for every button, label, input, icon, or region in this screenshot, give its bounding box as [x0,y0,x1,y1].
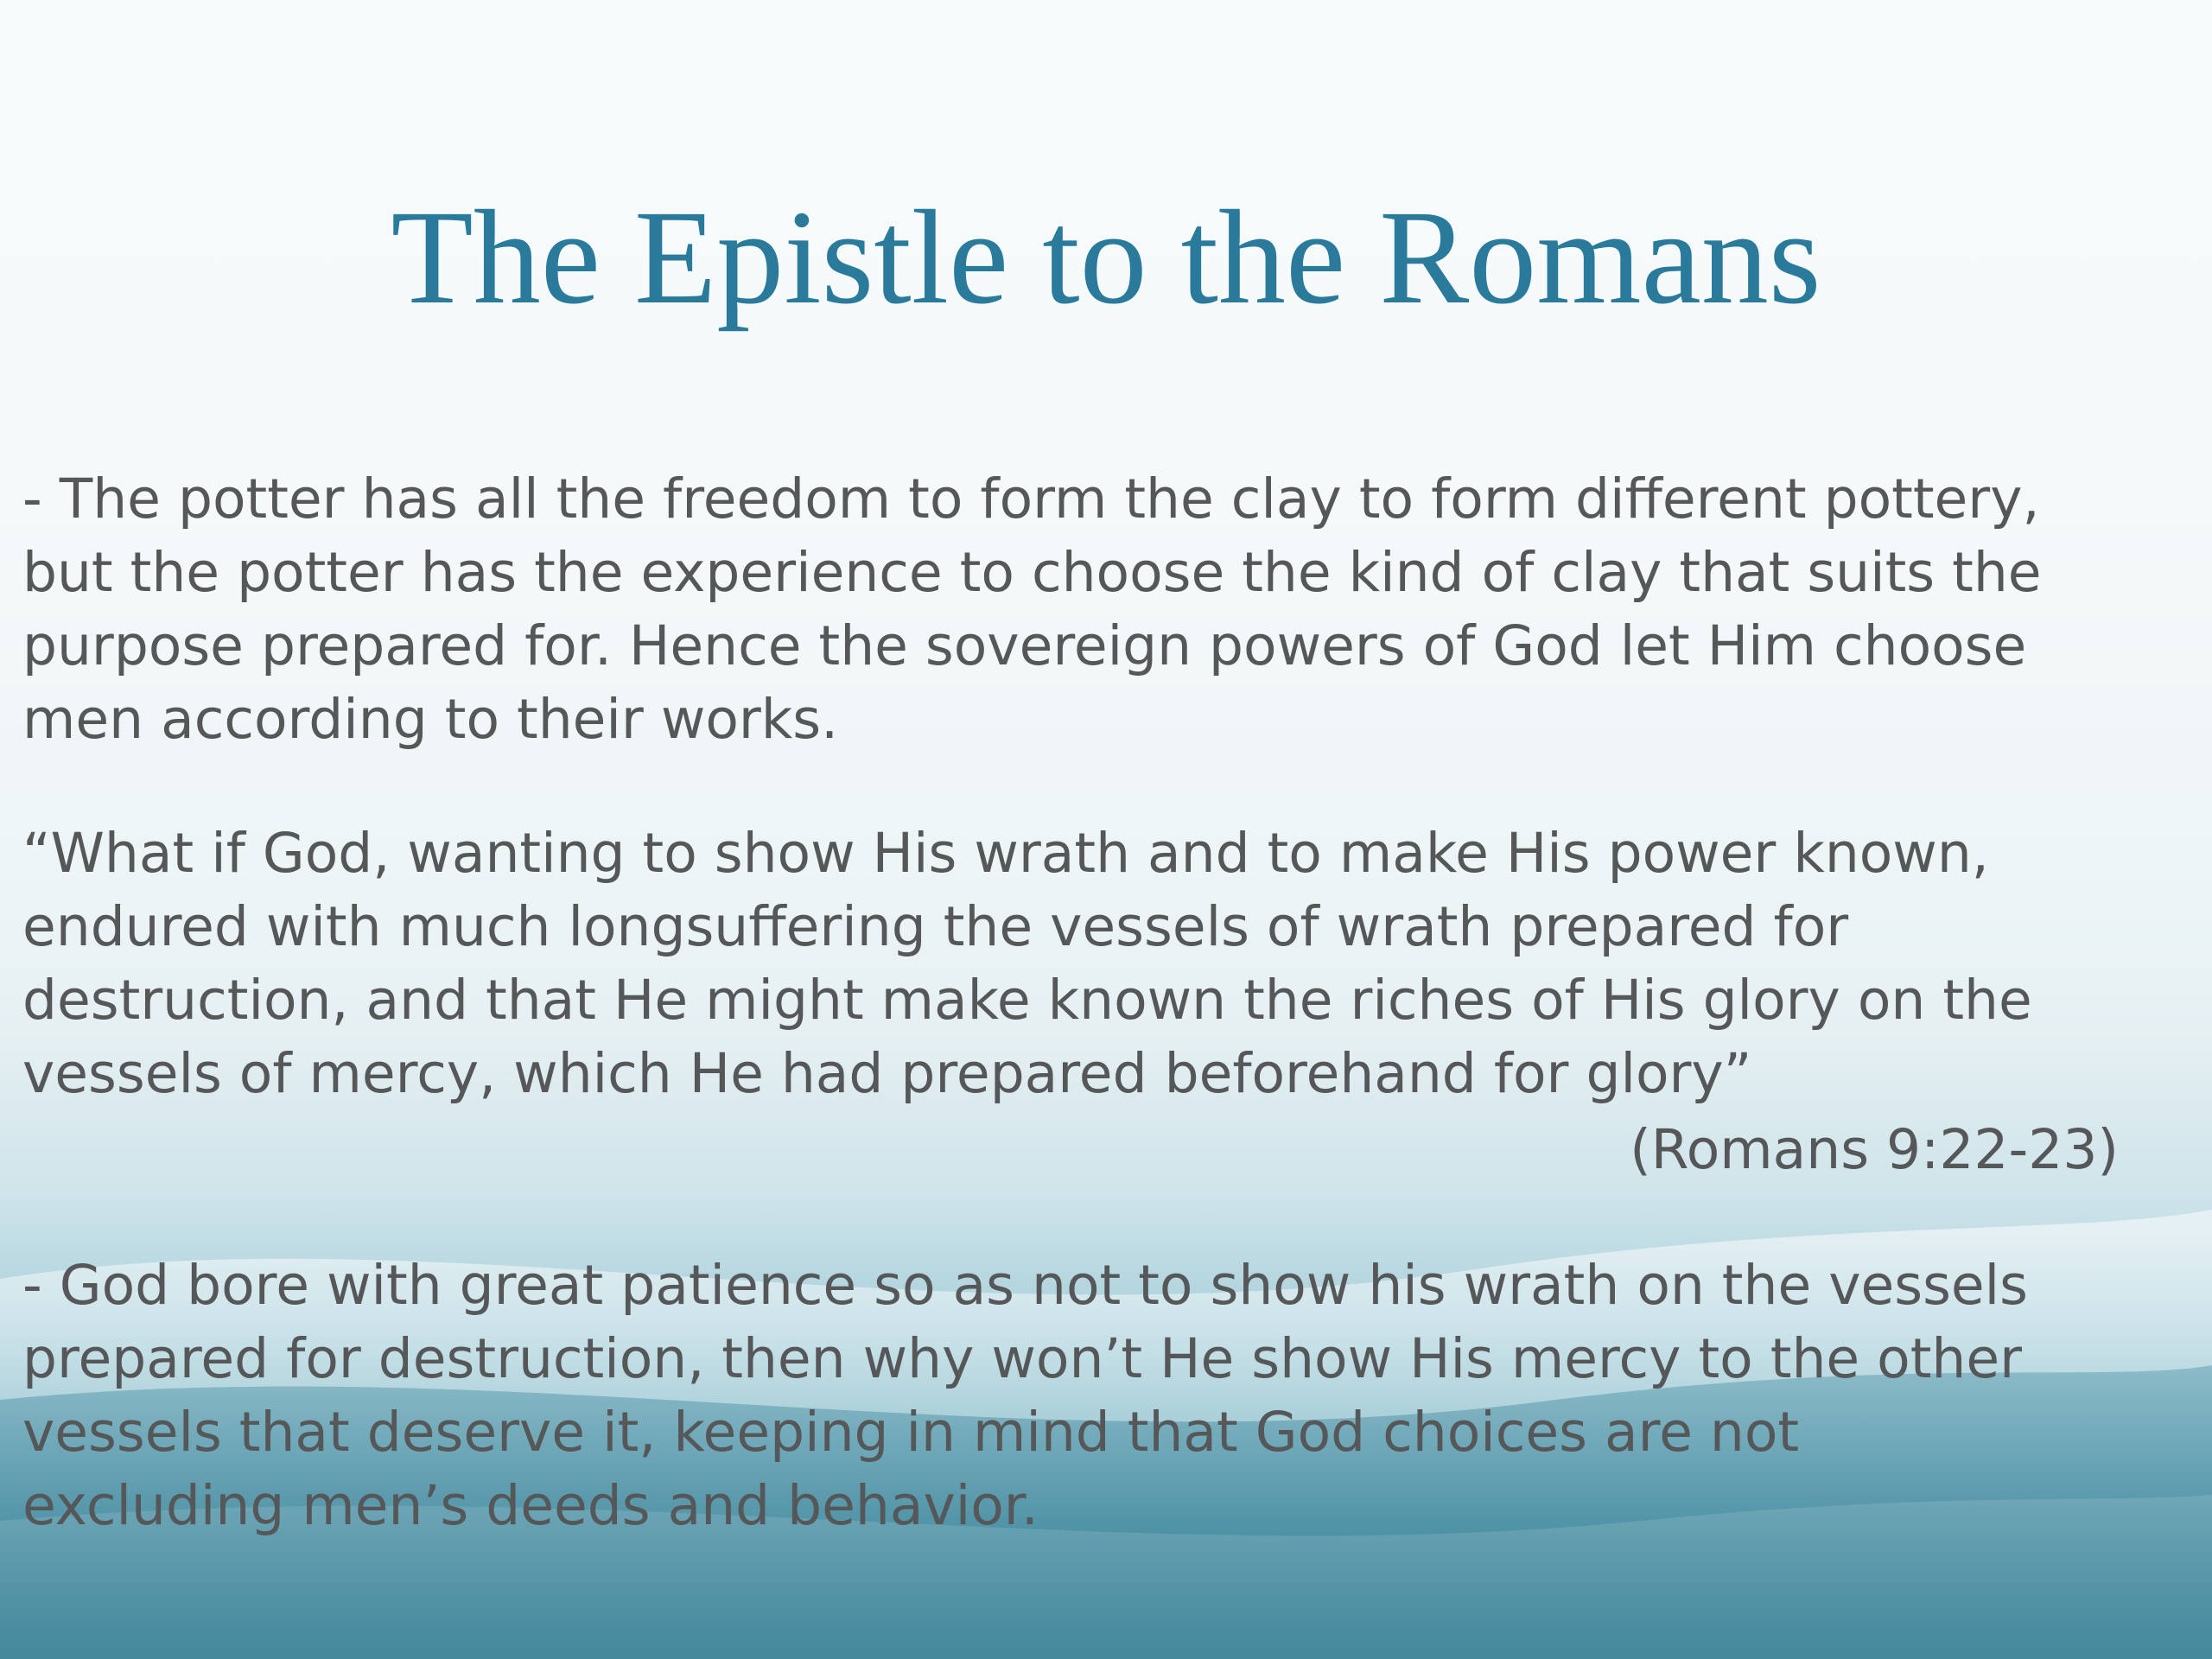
text-line: - God bore with great patience so as not to show his wrath on the vessels [22,1254,2029,1317]
text-line: vessels that deserve it, keeping in mind that God choices are not [22,1401,1800,1464]
text-line: destruction, and that He might make known the riches of His glory on the [22,969,2032,1032]
scripture-citation: (Romans 9:22-23) [1630,1118,2119,1181]
text-line: but the potter has the experience to choose the kind of clay that suits the [22,541,2042,604]
text-line: prepared for destruction, then why won’t He show His mercy to the other [22,1327,2022,1390]
text-line: excluding men’s deeds and behavior. [22,1474,1039,1537]
text-line: endured with much longsuffering the vessels of wrath prepared for [22,895,1849,958]
text-line: purpose prepared for. Hence the sovereign powers of God let Him choose [22,614,2027,677]
slide-title: The Epistle to the Romans [391,182,1821,332]
paragraph-potter [22,462,2183,756]
paragraph-patience [22,1249,2183,1542]
text-line: “What if God, wanting to show His wrath and to make His power known, [22,822,1989,885]
text-line: - The potter has all the freedom to form the clay to form different pottery, [22,467,2040,531]
text-line: men according to their works. [22,688,839,751]
text-line: vessels of mercy, which He had prepared beforehand for glory” [22,1042,1752,1105]
scripture-quote [22,817,2183,1110]
